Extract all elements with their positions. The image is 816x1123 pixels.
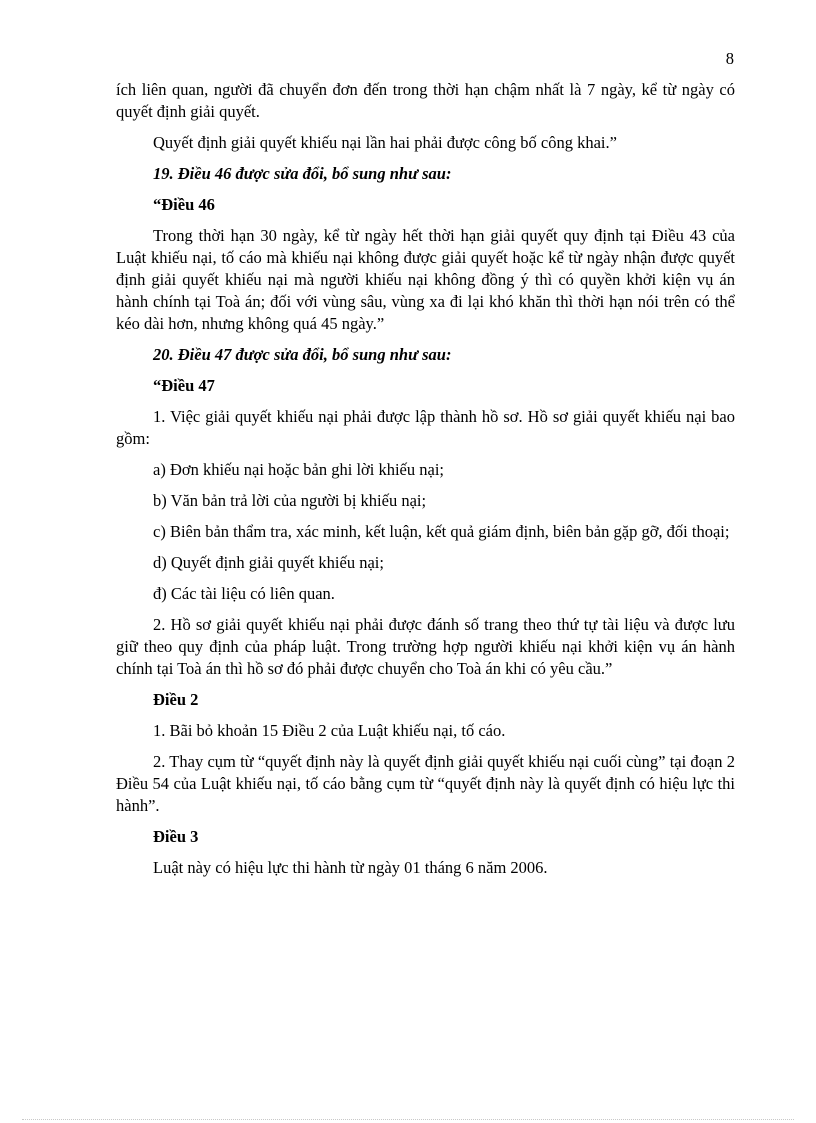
article-47-clause-2: 2. Hồ sơ giải quyết khiếu nại phải được đánh số trang theo thứ tự tài liệu và được lưu giữ theo quy định của pháp luật. Trong trường hợp người khiếu nại khởi kiện vụ án hành chính tại Toà án thì hồ sơ đó phải được chuyển cho Toà án khi có yêu cầu.” bbox=[116, 615, 735, 678]
amendment-heading-19: 19. Điều 46 được sửa đổi, bổ sung như sau: bbox=[153, 164, 452, 183]
paragraph-public-announcement: Quyết định giải quyết khiếu nại lần hai phải được công bố công khai.” bbox=[153, 133, 617, 152]
list-item-dd: đ) Các tài liệu có liên quan. bbox=[153, 584, 335, 603]
article-46-body: Trong thời hạn 30 ngày, kể từ ngày hết thời hạn giải quyết quy định tại Điều 43 của Luật khiếu nại, tố cáo mà khiếu nại không được giải quyết hoặc kể từ ngày nhận được quyết định giải quyết khiếu nại mà người khiếu nại không đồng ý thì có quyền khởi kiện vụ án hành chính tại Toà án; đối với vùng sâu, vùng xa đi lại khó khăn thì thời hạn nói trên có thể kéo dài hơn, nhưng không quá 45 ngày.” bbox=[116, 226, 735, 333]
article-2-clause-2: 2. Thay cụm từ “quyết định này là quyết định giải quyết khiếu nại cuối cùng” tại đoạn 2 Điều 54 của Luật khiếu nại, tố cáo bằng cụm từ “quyết định này là quyết định có hiệu lực thi hành”. bbox=[116, 752, 735, 815]
article-title-46: “Điều 46 bbox=[153, 195, 215, 214]
paragraph-continuation: ích liên quan, người đã chuyển đơn đến trong thời hạn chậm nhất là 7 ngày, kể từ ngày có quyết định giải quyết. bbox=[116, 80, 735, 121]
list-item-b: b) Văn bản trả lời của người bị khiếu nại; bbox=[153, 491, 427, 510]
article-title-3: Điều 3 bbox=[153, 827, 199, 846]
list-item-d: d) Quyết định giải quyết khiếu nại; bbox=[153, 553, 384, 572]
article-3-body: Luật này có hiệu lực thi hành từ ngày 01 tháng 6 năm 2006. bbox=[153, 858, 548, 877]
page-bottom-border bbox=[22, 1119, 794, 1120]
list-item-a: a) Đơn khiếu nại hoặc bản ghi lời khiếu nại; bbox=[153, 460, 444, 479]
list-item-c: c) Biên bản thẩm tra, xác minh, kết luận, kết quả giám định, biên bản gặp gỡ, đối thoại; bbox=[153, 522, 730, 541]
article-2-clause-1: 1. Bãi bỏ khoản 15 Điều 2 của Luật khiếu nại, tố cáo. bbox=[153, 721, 506, 740]
article-title-2: Điều 2 bbox=[153, 690, 199, 709]
article-47-clause-1: 1. Việc giải quyết khiếu nại phải được lập thành hồ sơ. Hồ sơ giải quyết khiếu nại bao gồm: bbox=[116, 407, 735, 448]
document-body bbox=[116, 79, 735, 888]
page-number: 8 bbox=[725, 49, 734, 68]
article-title-47: “Điều 47 bbox=[153, 376, 215, 395]
amendment-heading-20: 20. Điều 47 được sửa đổi, bổ sung như sau: bbox=[153, 345, 452, 364]
